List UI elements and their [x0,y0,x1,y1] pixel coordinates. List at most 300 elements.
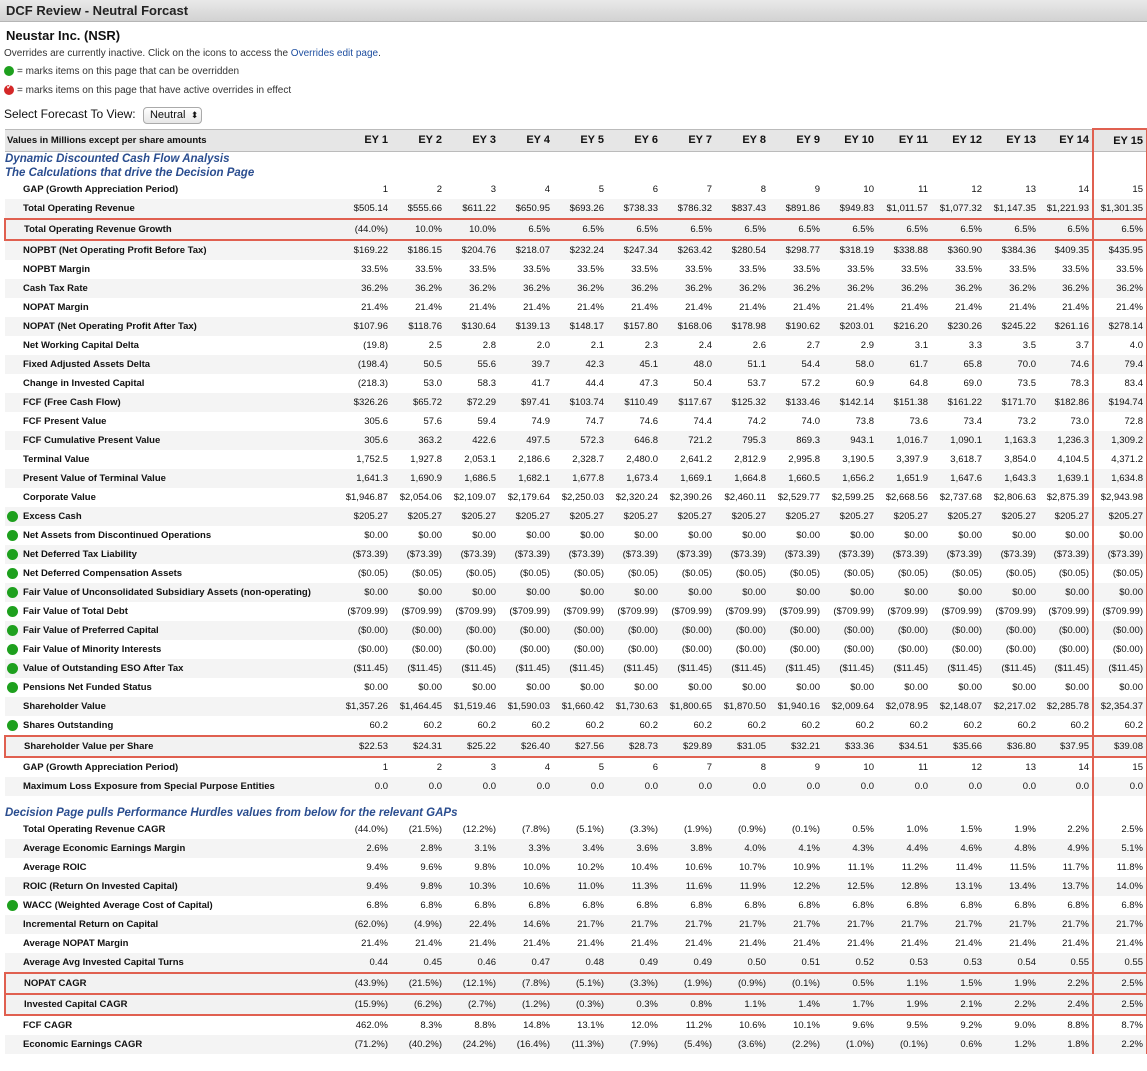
value-cell: 2.4 [698,340,712,351]
value-cell: 6.5% [715,219,769,240]
value-cell: 869.3 [769,431,823,450]
value-cell: $182.86 [1039,393,1093,412]
value-cell: ($73.39) [985,545,1039,564]
value-cell: ($0.00) [445,621,499,640]
row-label [5,488,337,507]
value-cell: 9.8% [391,877,445,896]
value-cell: ($0.00) [465,644,496,655]
value-cell: 47.3 [639,378,658,389]
value-cell: $1,221.93 [1039,199,1093,219]
value-cell: 3.8% [661,839,715,858]
value-cell: 14 [1078,762,1089,773]
value-cell: $0.00 [634,682,658,693]
value-cell: ($11.45) [553,659,607,678]
value-cell: 7 [706,184,712,195]
legend-green [4,66,239,77]
value-cell: 13.1% [577,1020,604,1031]
value-cell: ($0.00) [735,644,766,655]
value-cell: 2.2% [1039,973,1093,994]
value-cell: $2,054.06 [399,492,442,503]
value-cell: 9.8% [474,862,496,873]
row-label [5,934,337,953]
row-label [5,896,337,915]
row-label [5,678,337,697]
value-cell: ($11.45) [1039,659,1093,678]
value-cell: ($0.00) [789,644,820,655]
value-cell: $178.98 [715,317,769,336]
value-cell: 2.2% [1093,1035,1147,1054]
value-cell: $0.00 [823,583,877,602]
value-cell: $28.73 [607,736,661,757]
row-label-text: Fair Value of Total Debt [23,606,128,617]
value-cell: (0.1%) [792,824,820,835]
value-cell: ($0.05) [789,568,820,579]
row-label-text: GAP (Growth Appreciation Period) [23,762,179,773]
value-cell: ($73.39) [877,545,931,564]
value-cell: $216.20 [877,317,931,336]
value-cell: (3.6%) [715,1035,769,1054]
value-cell: (43.9%) [337,973,391,994]
value-cell: 21.4% [577,938,604,949]
table-row [5,317,1147,336]
value-cell: 55.6 [445,355,499,374]
value-cell: ($0.05) [843,568,874,579]
value-cell: 36.2% [391,279,445,298]
value-cell: 2.5 [428,340,442,351]
value-cell: ($73.39) [1093,545,1147,564]
value-cell: 72.8 [1093,412,1147,431]
value-cell: (3.3%) [630,824,658,835]
value-cell: 4.4% [877,839,931,858]
value-cell: 21.7% [1093,915,1147,934]
value-cell: 3.1% [445,839,499,858]
value-cell: 2 [436,762,442,773]
value-cell: 1.4% [769,994,823,1015]
value-cell: 6.8% [582,900,604,911]
value-cell: (21.5%) [408,824,442,835]
override-dot-icon[interactable] [7,625,18,636]
value-cell: ($0.00) [573,644,604,655]
value-cell: 74.2 [747,416,766,427]
value-cell: 21.4% [469,302,496,313]
value-cell: ($11.45) [877,659,931,678]
value-cell: 21.7% [553,915,607,934]
forecast-dropdown[interactable]: Neutral ⬍ [143,107,202,124]
value-cell: (7.8%) [522,824,550,835]
value-cell: 79.4 [1093,355,1147,374]
table-row [5,877,1147,896]
table-row [5,858,1147,877]
value-cell: $0.00 [688,530,712,541]
value-cell: 33.5% [1062,264,1089,275]
value-cell: $142.14 [823,393,877,412]
value-cell: $0.00 [769,583,823,602]
value-cell: ($0.00) [951,644,982,655]
value-cell: $0.00 [634,530,658,541]
value-cell: 1.9% [877,994,931,1015]
value-cell: 0.47 [499,953,553,973]
value-cell: ($0.00) [897,644,928,655]
value-cell: 305.6 [364,416,388,427]
value-cell: ($11.45) [499,659,553,678]
value-cell: 8 [760,184,766,195]
value-cell: ($11.45) [823,659,877,678]
row-label [5,621,337,640]
value-cell: $2,285.78 [1039,697,1093,716]
value-cell: ($0.00) [1058,644,1089,655]
value-cell: 0.0 [1039,777,1093,796]
value-cell: ($0.00) [769,621,823,640]
value-cell: $25.22 [445,736,499,757]
value-cell: 6.8% [420,900,442,911]
value-cell: 11 [918,762,928,773]
value-cell: 21.4% [631,938,658,949]
value-cell: 1.5% [960,824,982,835]
value-cell: $693.26 [553,199,607,219]
value-cell: 59.4 [477,416,496,427]
value-cell: 33.5% [577,264,604,275]
value-cell: 64.8 [909,378,928,389]
value-cell: (7.8%) [499,973,553,994]
red-check-icon [4,85,14,95]
row-label-text: Pensions Net Funded Status [23,682,152,693]
value-cell: $1,590.03 [499,697,553,716]
value-cell: ($709.99) [941,606,982,617]
value-cell: $125.32 [715,393,769,412]
value-cell: 21.4% [361,302,388,313]
override-dot-icon[interactable] [7,644,18,655]
value-cell: 33.5% [739,264,766,275]
row-label-text: NOPBT (Net Operating Profit Before Tax) [23,245,207,256]
value-cell: 36.2% [445,279,499,298]
value-cell: ($0.00) [661,621,715,640]
value-cell: 9.5% [906,1020,928,1031]
value-cell: 73.4 [963,416,982,427]
value-cell: ($709.99) [779,606,820,617]
value-cell: 21.4% [523,302,550,313]
value-cell: (12.2%) [462,824,496,835]
value-cell: ($0.05) [465,568,496,579]
value-cell: 0.0 [661,777,715,796]
value-cell: $2,250.03 [561,492,604,503]
value-cell: 0.0 [931,777,985,796]
value-cell: 11.2% [901,862,928,873]
value-cell: 74.9 [531,416,550,427]
row-label-text: NOPAT Margin [23,302,89,313]
value-cell: 0.5% [823,973,877,994]
value-cell: $505.14 [337,199,391,219]
row-label-text: NOPBT Margin [23,264,91,275]
value-cell: $0.00 [1012,682,1036,693]
value-cell: 8.8% [474,1020,496,1031]
value-cell: $205.27 [877,507,931,526]
value-cell: (19.8) [363,340,388,351]
override-dot-icon[interactable] [7,530,18,541]
value-cell: 1 [382,184,388,195]
value-cell: (16.4%) [499,1035,553,1054]
table-row [5,488,1147,507]
value-cell: 21.4% [739,938,766,949]
value-cell: ($0.05) [357,568,388,579]
value-cell: 60.9 [855,378,874,389]
value-cell: 2.1 [590,340,604,351]
value-cell: $0.00 [580,530,604,541]
value-cell: 0.0 [445,777,499,796]
value-cell: $110.49 [607,393,661,412]
value-cell: $0.00 [904,682,928,693]
row-label [5,431,337,450]
value-cell: 21.4% [901,938,928,949]
value-cell: 3,397.9 [896,454,928,465]
table-row [5,973,1147,994]
value-cell: 21.7% [823,915,877,934]
value-cell: $1,940.16 [769,697,823,716]
value-cell: 6.5% [931,219,985,240]
override-dot-icon[interactable] [7,900,18,911]
value-cell: ($709.99) [1093,602,1147,621]
value-cell: 3,618.7 [950,454,982,465]
row-label [5,994,337,1015]
value-cell: ($73.39) [1039,545,1093,564]
value-cell: 21.7% [931,915,985,934]
value-cell: 15 [1093,757,1147,777]
value-cell: 2.2% [985,994,1039,1015]
value-cell: 1.1% [877,973,931,994]
value-cell: $2,078.95 [877,697,931,716]
row-label [5,317,337,336]
value-cell: 2.8 [482,340,496,351]
value-cell: 6.8% [528,900,550,911]
value-cell: $203.01 [823,317,877,336]
value-cell: $0.00 [688,682,712,693]
value-cell: 0.3% [607,994,661,1015]
row-label-text: Economic Earnings CAGR [23,1039,143,1050]
value-cell: ($11.45) [769,659,823,678]
value-cell: 0.0 [499,777,553,796]
value-cell: 41.7 [531,378,550,389]
value-cell: ($709.99) [995,606,1036,617]
value-cell: 11.1% [847,862,874,873]
value-cell: 73.6 [909,416,928,427]
table-row [5,678,1147,697]
value-cell: 1.0% [906,824,928,835]
value-cell: ($709.99) [347,606,388,617]
value-cell: 21.4% [1062,938,1089,949]
row-label [5,1035,337,1054]
value-cell: ($11.45) [445,659,499,678]
value-cell: 4.6% [931,839,985,858]
value-cell: 21.7% [607,915,661,934]
table-row [5,355,1147,374]
value-cell: 33.5% [361,264,388,275]
value-cell: $0.00 [985,583,1039,602]
override-dot-icon[interactable] [7,606,18,617]
value-cell: $0.00 [850,530,874,541]
value-cell: $0.00 [958,530,982,541]
row-label-text: FCF Present Value [23,416,107,427]
value-cell: 363.2 [391,431,445,450]
value-cell: (5.1%) [576,824,604,835]
value-cell: 11.5% [1009,862,1036,873]
value-cell: $35.66 [931,736,985,757]
ey15-spacer [1093,152,1147,167]
table-row [5,545,1147,564]
value-cell: $0.00 [472,530,496,541]
value-cell: $205.27 [607,507,661,526]
value-cell: 10.0% [391,219,445,240]
row-label-text: Invested Capital CAGR [24,999,128,1010]
value-cell: ($0.00) [337,621,391,640]
value-cell: 1.8% [1039,1035,1093,1054]
value-cell: $2,529.77 [777,492,820,503]
value-cell: 6.5% [985,219,1039,240]
section-title: Decision Page pulls Performance Hurdles values from below for the relevant GAPs [5,807,458,819]
override-dot-icon[interactable] [7,587,18,598]
value-cell: (1.9%) [661,973,715,994]
value-cell: (3.3%) [607,973,661,994]
value-cell: 33.5% [1093,260,1147,279]
value-cell: 1.7% [823,994,877,1015]
ey15-spacer [1093,806,1147,820]
value-cell: ($73.39) [499,545,553,564]
value-cell: 45.1 [607,355,661,374]
value-cell: ($73.39) [661,545,715,564]
value-cell: 2.2% [1067,824,1089,835]
value-cell: $409.35 [1039,240,1093,260]
value-cell: 1,682.1 [499,469,553,488]
overrides-edit-link[interactable]: Overrides edit page [290,48,379,59]
value-cell: 6.8% [474,900,496,911]
value-cell: 10.6% [685,862,712,873]
row-label-text: Present Value of Terminal Value [23,473,166,484]
value-cell: $205.27 [823,507,877,526]
value-cell: 1,664.8 [715,469,769,488]
value-cell: 5 [598,762,604,773]
value-cell: $0.00 [607,583,661,602]
table-row [5,621,1147,640]
row-label [5,1015,337,1035]
value-cell: 305.6 [337,431,391,450]
value-cell: 2,480.0 [626,454,658,465]
value-cell: $33.36 [823,736,877,757]
override-dot-icon[interactable] [7,720,18,731]
override-dot-icon[interactable] [7,682,18,693]
value-cell: $0.00 [526,682,550,693]
value-cell: $2,737.68 [939,492,982,503]
value-cell: $204.76 [445,240,499,260]
value-cell: $205.27 [445,507,499,526]
value-cell: 6.8% [366,900,388,911]
value-cell: 0.49 [661,953,715,973]
value-cell: 8.8% [1067,1020,1089,1031]
value-cell: $0.00 [391,583,445,602]
row-label-text: Average NOPAT Margin [23,938,129,949]
value-cell: ($0.00) [411,644,442,655]
table-row [5,260,1147,279]
value-cell: 61.7 [877,355,931,374]
value-cell: (12.1%) [445,973,499,994]
value-cell: 36.2% [931,279,985,298]
value-cell: (15.9%) [337,994,391,1015]
value-cell: 2,053.1 [464,454,496,465]
row-label-text: Cash Tax Rate [23,283,88,294]
year-header: EY 9 [769,129,823,152]
value-cell: $29.89 [661,736,715,757]
value-cell: 33.5% [847,264,874,275]
value-cell: $650.95 [499,199,553,219]
value-cell: $2,943.98 [1093,488,1147,507]
row-label [5,877,337,896]
value-cell: 0.49 [607,953,661,973]
row-label [5,450,337,469]
value-cell: $2,217.02 [985,697,1039,716]
row-label-text: Value of Outstanding ESO After Tax [23,663,184,674]
value-cell: 9.6% [852,1020,874,1031]
value-cell: 0.0 [823,777,877,796]
value-cell: (2.7%) [445,994,499,1015]
table-row [5,180,1147,199]
value-cell: 2.7 [806,340,820,351]
year-header: EY 4 [499,129,553,152]
value-cell: 21.4% [1009,302,1036,313]
value-cell: ($0.05) [573,568,604,579]
row-label [5,180,337,199]
table-row [5,915,1147,934]
value-cell: $107.96 [337,317,391,336]
value-cell: 8.3% [420,1020,442,1031]
value-cell: 74.7 [585,416,604,427]
value-cell: ($0.00) [985,621,1039,640]
value-cell: $39.08 [1093,736,1147,757]
value-cell: 21.4% [685,938,712,949]
value-cell: 3 [490,184,496,195]
table-row [5,564,1147,583]
value-cell: ($0.00) [1093,621,1147,640]
row-label [5,640,337,659]
value-cell: $205.27 [337,507,391,526]
row-label [5,279,337,298]
value-cell: 13 [1025,762,1036,773]
value-cell: ($0.00) [1093,640,1147,659]
value-cell: 0.50 [715,953,769,973]
override-dot-icon[interactable] [7,663,18,674]
value-cell: 795.3 [715,431,769,450]
value-cell: $611.22 [445,199,499,219]
override-dot-icon[interactable] [7,511,18,522]
value-cell: 11 [918,184,928,195]
value-cell: 3,854.0 [1004,454,1036,465]
value-cell: 1,641.3 [337,469,391,488]
value-cell: $326.26 [337,393,391,412]
value-cell: $2,390.26 [669,492,712,503]
value-cell: 6.8% [744,900,766,911]
value-cell: 74.4 [693,416,712,427]
row-label-text: FCF Cumulative Present Value [23,435,161,446]
override-dot-icon[interactable] [7,549,18,560]
dcf-table [4,128,1147,1054]
value-cell: $0.00 [1012,530,1036,541]
table-row [5,526,1147,545]
value-cell: 572.3 [553,431,607,450]
value-cell: 11.3% [607,877,661,896]
row-label [5,199,337,219]
value-cell: $1,301.35 [1093,199,1147,219]
value-cell: (5.4%) [661,1035,715,1054]
value-cell: 10.7% [739,862,766,873]
override-dot-icon[interactable] [7,568,18,579]
value-cell: $205.27 [661,507,715,526]
value-cell: $151.38 [877,393,931,412]
